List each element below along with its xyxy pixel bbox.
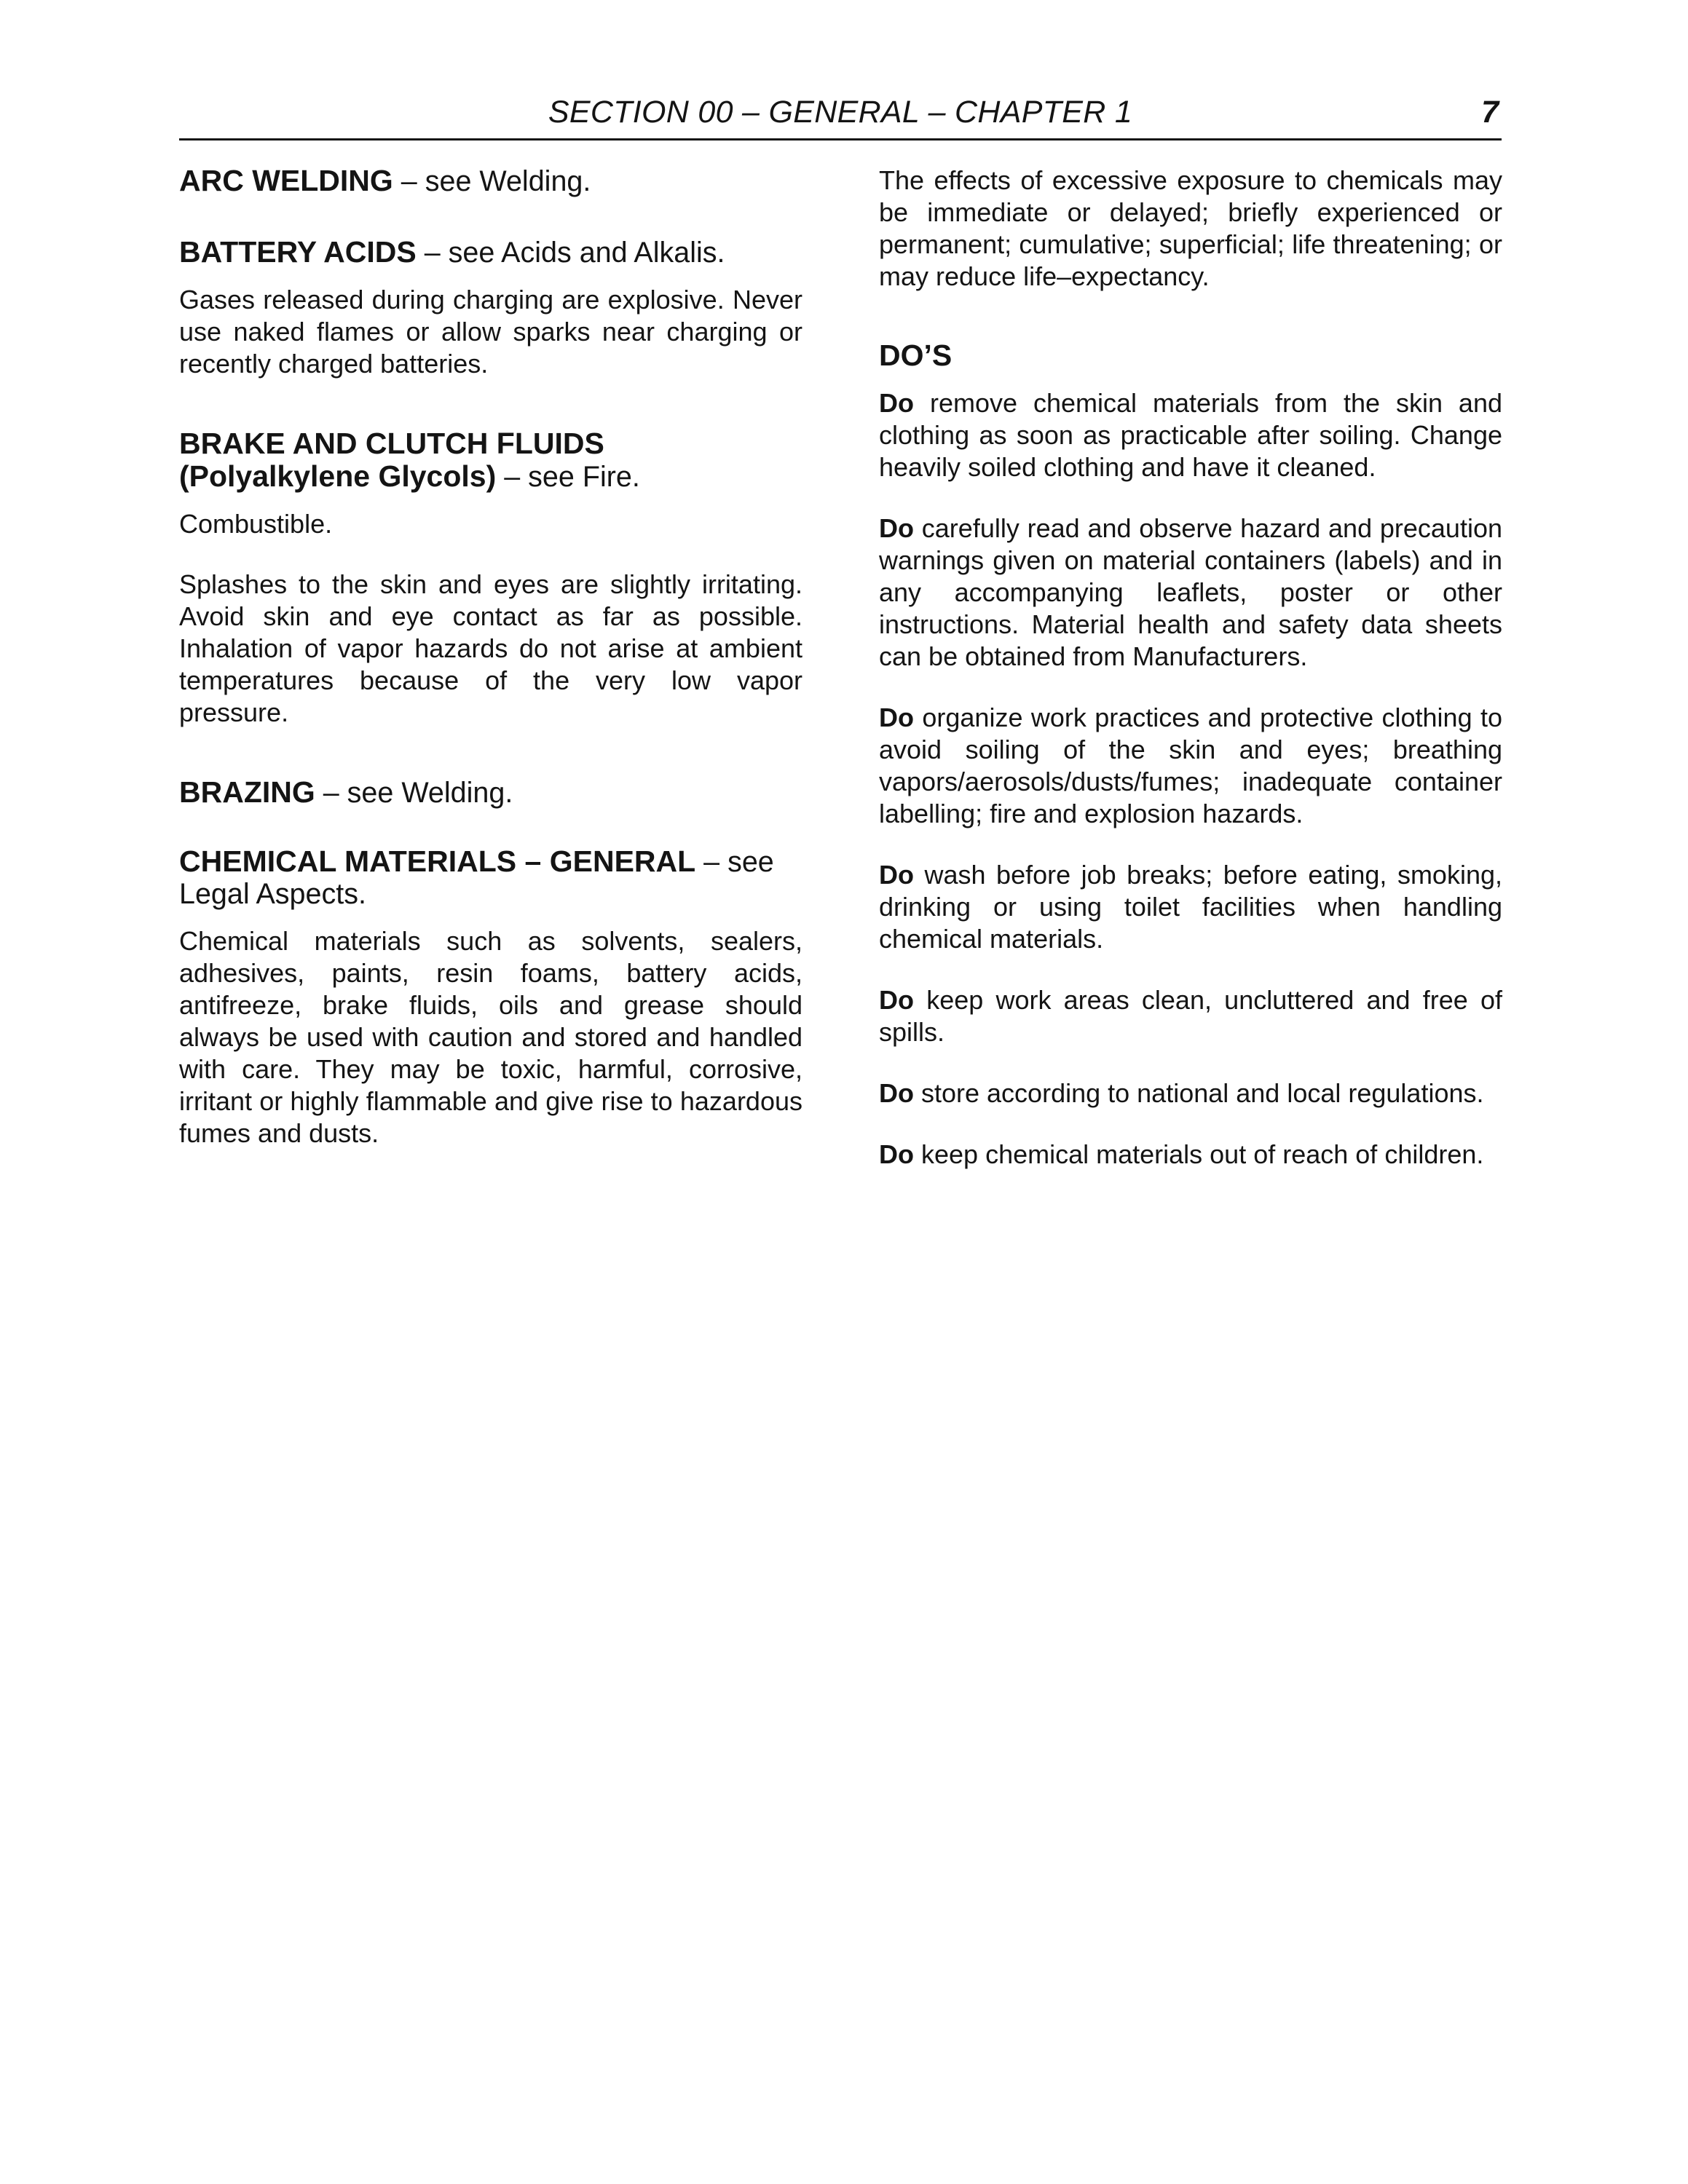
section-title: SECTION 00 – GENERAL – CHAPTER 1 xyxy=(548,95,1133,130)
arc-welding-ref: – see Welding. xyxy=(393,165,591,197)
battery-acids-heading: BATTERY ACIDS xyxy=(179,235,417,269)
chemical-materials-heading: CHEMICAL MATERIALS – GENERAL xyxy=(179,844,696,878)
do-keyword: Do xyxy=(879,860,914,890)
do-keyword: Do xyxy=(879,703,914,732)
do-item xyxy=(879,702,1502,830)
exposure-effects-text: The effects of excessive exposure to chemicals may be immediate or delayed; briefly experienced or permanent; cumulative; superficial; life threatening; or may reduce life–expectancy. xyxy=(879,165,1502,291)
arc-welding-entry xyxy=(179,165,802,197)
do-keyword: Do xyxy=(879,1078,914,1108)
do-item xyxy=(879,513,1502,673)
do-keyword: Do xyxy=(879,388,914,418)
chemical-materials-ref: – see Legal Aspects. xyxy=(179,846,774,910)
left-column xyxy=(179,165,802,1150)
battery-acids-ref: – see Acids and Alkalis. xyxy=(416,237,725,269)
do-item-text: organize work practices and protective clothing to avoid soiling of the skin and eyes; breathing vapors/aerosols/dusts/fumes; inadequate container labelling; fire and explosion hazards. xyxy=(879,703,1502,828)
do-item-text: remove chemical materials from the skin and clothing as soon as practicable after soiling. Change heavily soiled clothing and have it cleaned. xyxy=(879,388,1502,482)
do-item xyxy=(879,387,1502,483)
page-number: 7 xyxy=(1481,95,1499,130)
do-item-text: keep chemical materials out of reach of children. xyxy=(914,1139,1484,1169)
brazing-heading: BRAZING xyxy=(179,775,315,809)
brake-fluids-text-1: Combustible. xyxy=(179,509,333,539)
right-column xyxy=(879,165,1502,1171)
brazing-ref: – see Welding. xyxy=(315,777,513,809)
brake-fluids-text-2: Splashes to the skin and eyes are slightly irritating. Avoid skin and eye contact as far as possible. Inhalation of vapor hazards do not arise at ambient temperatures because of the very low vapor pressure. xyxy=(179,569,802,727)
chemical-materials-entry xyxy=(179,845,802,910)
dos-heading: DO’S xyxy=(879,339,953,372)
brake-fluids-heading-line2: (Polyalkylene Glycols) xyxy=(179,459,497,493)
arc-welding-heading: ARC WELDING xyxy=(179,164,393,197)
do-item-text: carefully read and observe hazard and precaution warnings given on material containers (labels) and in any accompanying leaflets, poster or other instructions. Material health and safety data sheets can be obtained from Manufacturers. xyxy=(879,513,1502,671)
brake-fluids-subheading xyxy=(179,460,802,493)
do-item xyxy=(879,1139,1502,1171)
brazing-entry xyxy=(179,776,802,809)
battery-acids-text: Gases released during charging are explosive. Never use naked flames or allow sparks near charging or recently charged batteries. xyxy=(179,285,802,379)
do-keyword: Do xyxy=(879,1139,914,1169)
do-keyword: Do xyxy=(879,513,914,543)
brake-fluids-heading xyxy=(179,427,802,460)
do-keyword: Do xyxy=(879,985,914,1015)
battery-acids-entry xyxy=(179,236,802,269)
brake-fluids-ref: – see Fire. xyxy=(496,461,640,493)
chemical-materials-text: Chemical materials such as solvents, sealers, adhesives, paints, resin foams, battery acids, antifreeze, brake fluids, oils and grease should always be used with caution and stored and handled with care. They may be toxic, harmful, corrosive, irritant or highly flammable and give rise to hazardous fumes and dusts. xyxy=(179,926,802,1148)
do-item-text: keep work areas clean, uncluttered and free of spills. xyxy=(879,985,1502,1047)
do-item-text: wash before job breaks; before eating, smoking, drinking or using toilet facilities when handling chemical materials. xyxy=(879,860,1502,954)
do-item xyxy=(879,859,1502,955)
brake-fluids-heading-line1: BRAKE AND CLUTCH FLUIDS xyxy=(179,427,604,460)
do-item xyxy=(879,1077,1502,1109)
do-item xyxy=(879,984,1502,1048)
do-item-text: store according to national and local regulations. xyxy=(914,1078,1484,1108)
page-header xyxy=(179,92,1502,141)
